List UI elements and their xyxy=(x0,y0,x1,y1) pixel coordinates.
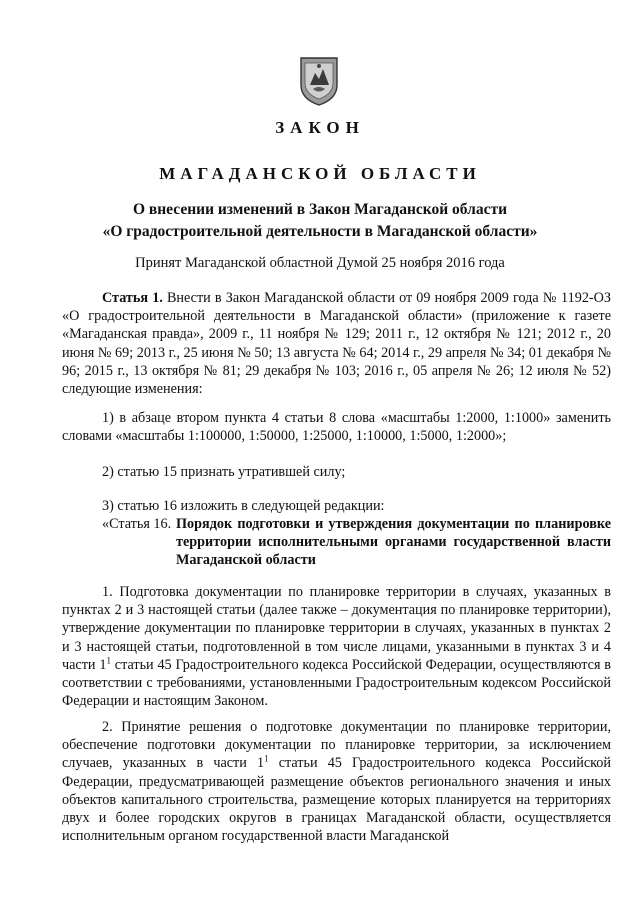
law-title-line: О внесении изменений в Закон Магаданской области xyxy=(132,201,508,218)
paragraph-text: статьи 45 Градостроительного кодекса Российской Федерации, предусматривающей размещение объектов регионального значения и иных объектов капитального строительства, размещение которых планируется на территориях двух и более городских округов в границах Магаданской области, осуществляется исполнительным органом государственной власти Магаданской xyxy=(62,755,611,845)
adoption-note: Принят Магаданской областной Думой 25 ноября 2016 года xyxy=(135,255,505,271)
article-label: «Статья 16. xyxy=(102,516,172,532)
article-label: Статья 1. xyxy=(102,290,163,306)
article-16-point-1 xyxy=(62,583,611,710)
article-16-point-2 xyxy=(62,718,611,845)
amendment-item: 2) статью 15 признать утратившей силу; xyxy=(102,464,346,480)
superscript: 1 xyxy=(106,655,111,666)
law-title-line: «О градостроительной деятельности в Магаданской области» xyxy=(102,223,538,240)
paragraph-text: 2. Принятие решения о подготовке документации по планировке территории, обеспечение подготовки документации по планировке территории, за исключением случаев, указанных в части 1 xyxy=(62,719,611,772)
article-1-paragraph xyxy=(62,289,611,398)
region-heading: МАГАДАНСКОЙ ОБЛАСТИ xyxy=(159,164,481,183)
amendment-item: 1) в абзаце втором пункта 4 статьи 8 слова «масштабы 1:2000, 1:1000» заменить словами «масштабы 1:100000, 1:50000, 1:25000, 1:10000, 1:5000, 1:2000»; xyxy=(62,410,611,445)
document-type-heading: ЗАКОН xyxy=(275,118,365,137)
law-title xyxy=(0,199,640,243)
paragraph-text: 1. Подготовка документации по планировке территории в случаях, указанных в пунктах 2 и 3 настоящей статьи (далее также – документация по планировке территории), утверждение документации по планировке территории в случаях, указанных в пунктах 2 и 3 настоящей статьи, подготовленной в том числе лицами, указанными в пунктах 3 и 4 части 1 xyxy=(62,584,611,673)
article-title: Порядок подготовки и утверждения документации по планировке территории исполнительными органами государственной власти Магаданской области xyxy=(176,516,611,569)
paragraph-text: статьи 45 Градостроительного кодекса Российской Федерации, осуществляются в соответствии с требованиями, установленными Градостроительным кодексом Российской Федерации и настоящим Законом. xyxy=(62,656,612,710)
amendment-item: 3) статью 16 изложить в следующей редакции: xyxy=(102,498,385,514)
article-16-heading xyxy=(62,515,611,570)
superscript: 1 xyxy=(264,753,269,764)
article-text: Внести в Закон Магаданской области от 09 ноября 2009 года № 1192-ОЗ «О градостроительной деятельности в Магаданской области» (приложение к газете «Магаданская правда», 2009 г., 11 ноября № 129; 2011 г., 12 октября № 121; 2012 г., 20 июня № 69; 2013 г., 25 июня № 50; 13 августа № 64; 2014 г., 29 апреля № 34; 01 декабря № 96; 2015 г., 13 октября № 81; 29 декабря № 103; 2016 г., 05 апреля № 26; 12 июля № 52) следующие изменения: xyxy=(62,290,611,398)
coat-of-arms-emblem xyxy=(298,55,340,107)
